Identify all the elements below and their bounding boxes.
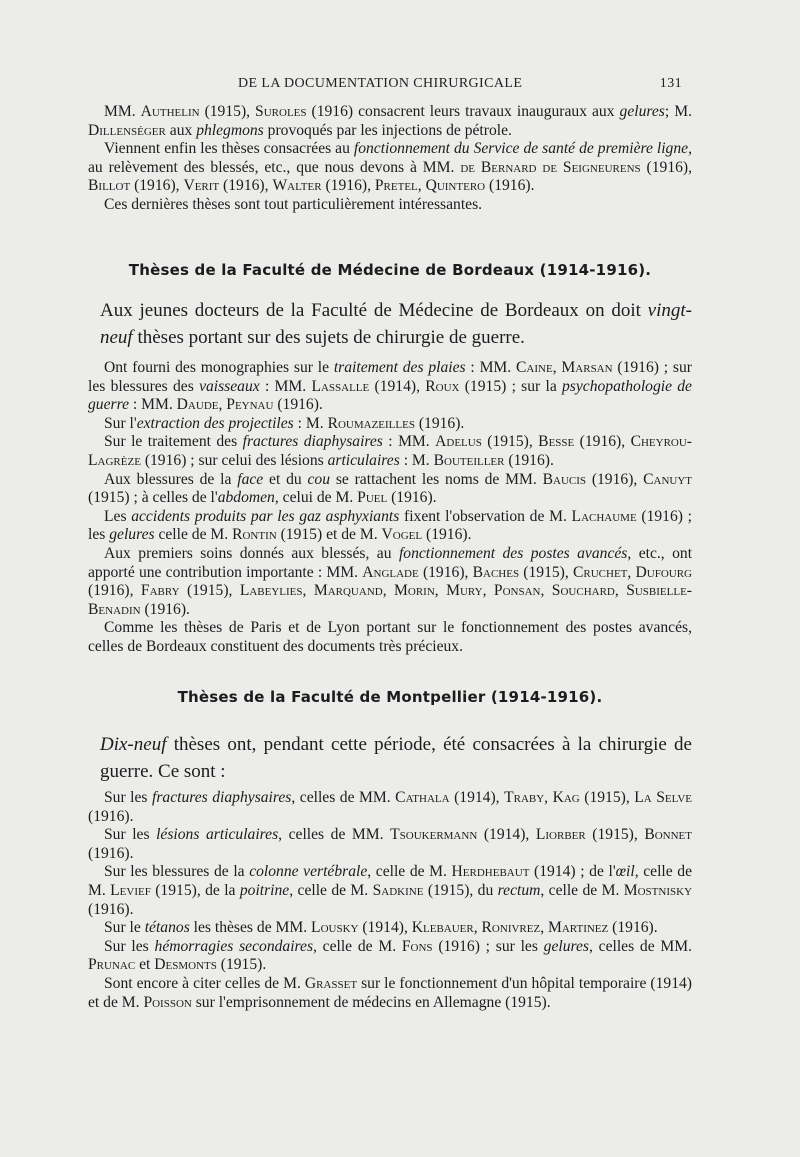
paragraph-hopital-temporaire [88, 975, 692, 1012]
paragraph-postes-avances [88, 545, 692, 619]
author-name: Puel [357, 489, 388, 507]
paragraph-hemorragies [88, 938, 692, 975]
bordeaux-intro [100, 297, 692, 351]
text: , etc., ont apporté une contribution importante : MM. [88, 544, 693, 581]
topic-term: abdomen [217, 489, 275, 507]
section-heading-montpellier: Thèses de la Faculté de Montpellier (1914-1916). [177, 688, 603, 706]
text: , [218, 396, 227, 414]
topic-term: rectum [497, 881, 541, 899]
author-name: Martinez [548, 919, 609, 937]
text: sur l'emprisonnement de médecins en Allemagne (1915). [191, 993, 551, 1011]
author-name: Labeylies [239, 582, 303, 600]
text: : M. [293, 414, 328, 432]
bordeaux-body [88, 359, 692, 657]
text: Sur les [104, 937, 155, 955]
paragraph-service-sante [88, 140, 692, 196]
author-name: Tsoukermann [390, 826, 478, 844]
author-name: Roumazeilles [327, 414, 415, 432]
author-name: Dufourg [635, 563, 692, 581]
topic-term: lésions articulaires [156, 826, 279, 844]
text: , [544, 789, 553, 806]
author-name: Roux [425, 377, 460, 395]
text: (1915), de la [150, 881, 240, 899]
text: provoqués par les injections de pétrole. [263, 121, 512, 139]
author-name: Kag [552, 789, 580, 806]
text: (1916). [387, 489, 437, 507]
text: , [302, 582, 314, 600]
text: , celles de MM. [588, 937, 693, 955]
text: (1915), [481, 433, 539, 451]
text: Aux blessures de la [104, 470, 238, 488]
author-name: Morin [394, 582, 435, 600]
topic-term: fonctionnement des postes avancés [398, 544, 628, 562]
text: , [540, 919, 548, 937]
paragraph-face-cou [88, 471, 692, 508]
text: Sur les [104, 826, 157, 844]
author-name: Mostnisky [623, 881, 693, 899]
text: , au relèvement des blessés, etc., que nous devons à MM. [88, 140, 692, 176]
author-name: Desmonts [154, 956, 217, 974]
text: et du [263, 470, 308, 488]
text: : MM. [465, 359, 517, 376]
author-name: La Selve [634, 789, 692, 806]
author-name: Lassalle [311, 377, 370, 395]
text: (1915), du [423, 881, 498, 899]
topic-term: face [237, 470, 264, 488]
text: (1916) ; les [88, 507, 692, 544]
paragraph-documents-precieux: Comme les thèses de Paris et de Lyon portant sur le fonctionnement des postes avancés, celles de Bordeaux constituent des documents très précieux. [88, 619, 692, 655]
section-heading-bordeaux: Thèses de la Faculté de Médecine de Bordeaux (1914-1916). [128, 261, 652, 279]
text: (1915), [179, 582, 240, 600]
author-name: Fons [401, 937, 433, 955]
text: , celle de M. [88, 863, 693, 899]
text: (1916). [608, 919, 658, 937]
text: (1914), [358, 919, 412, 937]
text: (1916). [485, 177, 535, 195]
author-name: Grasset [304, 974, 358, 992]
author-name: Verit [183, 177, 220, 195]
emphasis: vingt-neuf [100, 300, 692, 348]
paragraph-monographies [88, 359, 692, 415]
text: (1915), [585, 826, 645, 844]
author-name: Dillenséger [88, 121, 166, 139]
author-name: Baucis [542, 470, 587, 488]
author-name: Levief [110, 881, 151, 899]
author-name: Cathala [395, 789, 450, 806]
text: (1915) et de M. [276, 526, 382, 544]
author-name: Cheyrou-Lagrèze [88, 433, 693, 469]
topic-term: articulaires [327, 451, 400, 469]
author-name: Walter [272, 177, 322, 195]
text: (1916). [88, 900, 134, 918]
author-name: Rontin [232, 526, 277, 544]
text: , [434, 582, 447, 600]
topic-term: traitement des plaies [333, 359, 466, 376]
author-name: Peynau [226, 396, 274, 414]
text: (1916) ; sur les blessures des [88, 359, 692, 395]
text: Sont encore à citer celles de M. [104, 974, 305, 992]
author-name: Besse [538, 433, 575, 451]
author-name: Traby [504, 789, 545, 806]
topic-term: tétanos [144, 919, 190, 937]
paragraph-tetanos [88, 919, 692, 938]
text: (1916), [574, 433, 631, 451]
text: , celles de MM. [291, 789, 396, 806]
text: (1916). [140, 600, 190, 618]
author-name: Herdhebaut [451, 863, 530, 881]
paragraph-gaz [88, 508, 692, 545]
text: (1916), [88, 582, 141, 600]
text: les thèses de MM. [189, 919, 312, 937]
montpellier-intro [100, 731, 692, 785]
text: (1914), [477, 826, 536, 844]
text: , [614, 582, 627, 600]
topic-term: œil [615, 863, 635, 881]
text: (1916), [321, 177, 375, 195]
text: Les [104, 507, 132, 525]
intro-paragraph [100, 297, 692, 351]
text: (1915), [199, 103, 256, 120]
topic-term: fractures diaphysaires [152, 789, 292, 806]
text: , celle de M. [540, 881, 624, 899]
author-name: Baches [472, 563, 520, 581]
text: , [382, 582, 395, 600]
text: (1916), [418, 563, 473, 581]
text: Sur le traitement des [104, 433, 243, 451]
emphasis: Dix-neuf [100, 734, 167, 755]
text: (1916). [88, 807, 134, 825]
top-paragraphs [88, 103, 692, 215]
text: , [482, 582, 494, 600]
topic-term: accidents produits par les gaz asphyxiants [131, 507, 400, 525]
text: : MM. [259, 377, 312, 395]
topic-term: gelures [109, 526, 155, 544]
text: , celle de M. [367, 863, 452, 881]
author-name: Caine [516, 359, 553, 376]
text: Aux premiers soins donnés aux blessés, au [104, 544, 399, 562]
text: Viennent enfin les thèses consacrées au [104, 140, 354, 158]
topic-term: vaisseaux [199, 377, 260, 395]
author-name: Liorber [535, 826, 586, 844]
text: (1914), [449, 789, 505, 806]
paragraph-gelures [88, 103, 692, 140]
paragraph-fractures [88, 433, 692, 470]
text: (1915). [216, 956, 267, 974]
text: ; M. [664, 103, 692, 120]
text: sur le fonctionnement d'un hôpital temporaire (1914) et de M. [88, 974, 692, 1011]
author-name: Anglade [362, 563, 419, 581]
paragraph-fractures-diaphysaires [88, 789, 692, 826]
topic-term: extraction des projectiles [136, 414, 294, 432]
author-name: Pretel [374, 177, 418, 195]
text: : MM. [129, 396, 177, 414]
author-name: Marquand [313, 582, 383, 600]
author-name: Adelus [435, 433, 482, 451]
text: Sur les blessures de la [104, 863, 250, 881]
paragraph-conclusion: Ces dernières thèses sont tout particulièrement intéressantes. [104, 195, 483, 213]
author-name: Klebauer [411, 919, 474, 937]
author-name: Sadkine [372, 881, 424, 899]
author-name: Bonnet [644, 826, 692, 844]
text: (1916) ; sur celui des lésions [140, 451, 328, 469]
text: (1916), [640, 158, 693, 176]
author-name: Bouteiller [433, 451, 505, 469]
text: (1916). [422, 526, 472, 544]
text: (1915), [579, 789, 635, 806]
topic-term: fonctionnement du Service de santé de première ligne [353, 140, 689, 158]
topic-term: gelures [619, 103, 665, 120]
topic-term: colonne vertébrale [249, 863, 368, 881]
author-name: Lachaume [571, 507, 637, 525]
author-name: Quintero [425, 177, 486, 195]
text: thèses portant sur des sujets de chirurgie de guerre. [132, 327, 525, 348]
text: (1915) ; à celles de l' [88, 489, 218, 507]
author-name: Marsan [561, 359, 613, 376]
text: (1916) consacrent leurs travaux inauguraux aux [306, 103, 620, 120]
text: thèses ont, pendant cette période, été consacrées à la chirurgie de guerre. Ce sont : [100, 734, 692, 782]
text: (1916), [130, 177, 184, 195]
author-name: Susbielle-Benadin [88, 582, 692, 618]
text: : MM. [382, 433, 436, 451]
author-name: Mury [446, 582, 483, 600]
text: (1916), [219, 177, 273, 195]
topic-term: poitrine [239, 881, 290, 899]
topic-term: hémorragies secondaires [154, 937, 314, 955]
paragraph-projectiles [88, 415, 692, 434]
text: , [540, 582, 552, 600]
text: aux [165, 121, 197, 139]
text: , celle de M. [313, 937, 402, 955]
text: (1916). [88, 844, 134, 862]
running-title: DE LA DOCUMENTATION CHIRURGICALE [238, 76, 523, 91]
text: (1916). [414, 414, 465, 432]
text: et [135, 956, 155, 974]
text: , [473, 919, 482, 937]
text: (1916). [273, 396, 323, 414]
topic-term: psychopathologie de guerre [88, 377, 692, 414]
author-name: Cruchet [572, 563, 628, 581]
text: Sur l' [104, 414, 137, 432]
author-name: Canuyt [643, 470, 693, 488]
text: , celles de MM. [278, 826, 391, 844]
topic-term: gelures [543, 937, 589, 955]
text: MM. [104, 103, 141, 120]
text: (1916) ; sur les [432, 937, 544, 955]
text: (1916). [504, 451, 554, 469]
text: , [627, 563, 636, 581]
text: Ont fourni des monographies sur le [104, 359, 334, 376]
author-name: Ponsan [493, 582, 541, 600]
author-name: Poisson [143, 993, 192, 1011]
author-name: Daude [176, 396, 219, 414]
author-name: Ronivrez [481, 919, 541, 937]
text: , celui de M. [274, 489, 358, 507]
topic-term: fractures diaphysaires [242, 433, 383, 451]
author-name: Souchard [551, 582, 615, 600]
page-number: 131 [659, 76, 682, 91]
text: Sur le [104, 919, 145, 937]
intro-paragraph [100, 731, 692, 785]
author-name: Prunac [88, 956, 136, 974]
author-name: Lousky [311, 919, 359, 937]
text: (1916), [586, 470, 644, 488]
text: celle de M. [154, 526, 233, 544]
topic-term: cou [307, 470, 331, 488]
topic-term: phlegmons [196, 121, 264, 139]
text: , [552, 359, 562, 376]
text: (1915) ; sur la [459, 377, 562, 395]
paragraph-lesions-articulaires [88, 826, 692, 863]
author-name: Billot [88, 177, 131, 195]
author-name: Fabry [140, 582, 180, 600]
text: : M. [399, 451, 434, 469]
author-name: Suroles [255, 103, 307, 120]
text: fixent l'observation de M. [399, 507, 572, 525]
text: (1914), [369, 377, 426, 395]
text: (1914) ; de l' [529, 863, 616, 881]
author-name: Vogel [381, 526, 423, 544]
author-name: Authelin [140, 103, 200, 120]
text: (1915), [519, 563, 573, 581]
text: Aux jeunes docteurs de la Faculté de Médecine de Bordeaux on doit [100, 300, 648, 321]
text: Sur les [104, 789, 153, 806]
text: , [417, 177, 426, 195]
text: se rattachent les noms de MM. [330, 470, 543, 488]
text: , celle de M. [289, 881, 373, 899]
author-name: de Bernard de Seigneurens [460, 158, 641, 176]
paragraph-colonne-vertebrale [88, 863, 692, 919]
montpellier-body [88, 789, 692, 1012]
